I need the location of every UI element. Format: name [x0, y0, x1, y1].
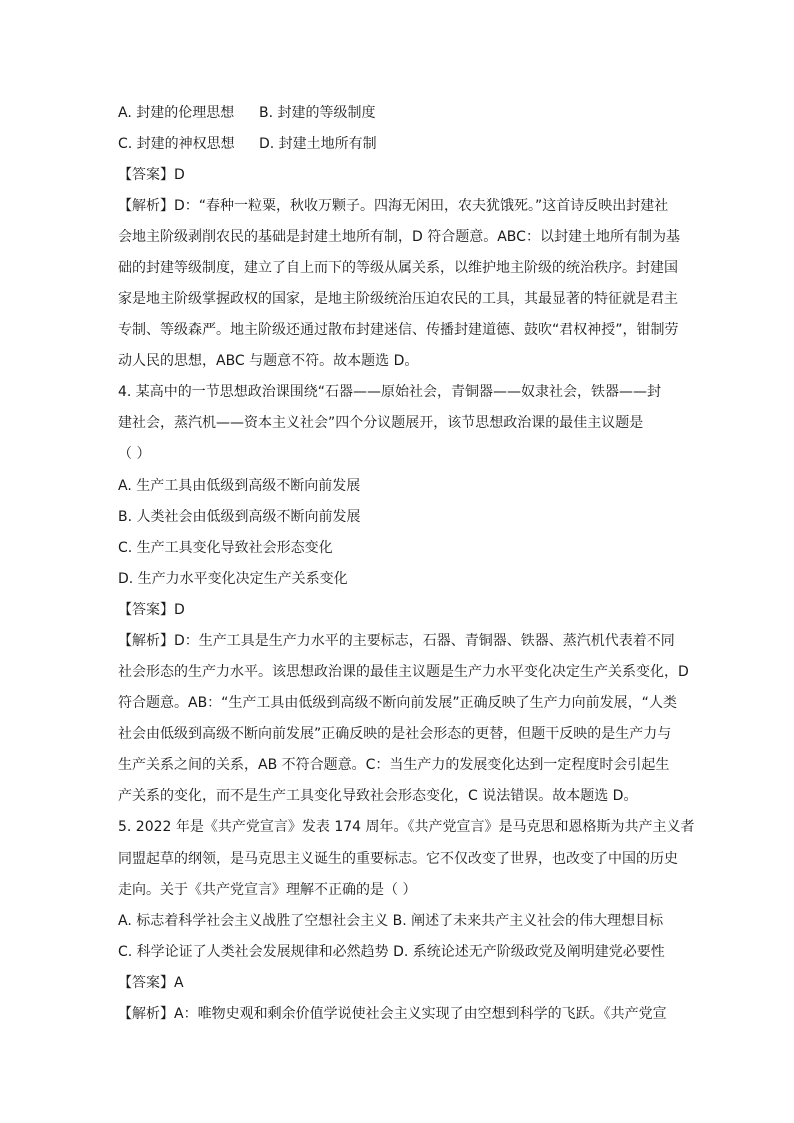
q4-analysis-line: 社会由低级到高级不断向前发展”正确反映的是社会形态的更替，但题干反映的是生产力与	[118, 726, 672, 742]
q3-answer: 【答案】D	[118, 167, 185, 183]
q3-analysis-line: 【解析】D：“春种一粒粟，秋收万颗子。四海无闲田，农夫犹饿死。”这首诗反映出封建社	[118, 198, 669, 214]
q3-analysis-line: 家是地主阶级掌握政权的国家，是地主阶级统治压迫农民的工具，其最显著的特征就是君主	[118, 291, 678, 307]
q5-stem-line: 走向。关于《共产党宣言》理解不正确的是（ ）	[118, 882, 417, 898]
q3-analysis-line: 础的封建等级制度，建立了自上而下的等级从属关系，以维护地主阶级的统治秩序。封建国	[118, 260, 678, 276]
q4-analysis-line: 【解析】D：生产工具是生产力水平的主要标志，石器、青铜器、铁器、蒸汽机代表着不同	[118, 633, 675, 649]
q5-stem-line: 5. 2022 年是《共产党宣言》发表 174 周年。《共产党宣言》是马克思和恩格斯为共产主义者	[118, 819, 695, 835]
q4-stem-line: 4. 某高中的一节思想政治课围绕“石器——原始社会，青铜器——奴隶社会，铁器——封	[118, 384, 662, 400]
q4-answer: 【答案】D	[118, 602, 185, 618]
q5-stem-line: 同盟起草的纲领，是马克思主义诞生的重要标志。它不仅改变了世界，也改变了中国的历史	[118, 851, 678, 867]
q5-options-row: C. 科学论证了人类社会发展规律和必然趋势 D. 系统论述无产阶级政党及阐明建党必要性	[118, 944, 665, 960]
q3-option-c: C. 封建的神权思想	[118, 136, 235, 152]
q5-answer: 【答案】A	[118, 975, 184, 991]
q3-analysis-line: 会地主阶级剥削农民的基础是封建土地所有制，D 符合题意。ABC：以封建土地所有制为基	[118, 229, 680, 245]
q3-option-d: D. 封建土地所有制	[259, 136, 377, 152]
q4-analysis-line: 生产关系之间的关系，AB 不符合题意。C：当生产力的发展变化达到一定程度时会引起生	[118, 757, 670, 773]
q4-analysis-line: 产关系的变化，而不是生产工具变化导致社会形态变化，C 说法错误。故本题选 D。	[118, 788, 638, 804]
q3-option-a: A. 封建的伦理思想	[118, 105, 235, 121]
q4-option-d: D. 生产力水平变化决定生产关系变化	[118, 571, 348, 587]
q3-option-b: B. 封建的等级制度	[259, 105, 376, 121]
q4-stem-blank: （ ）	[118, 446, 151, 462]
q4-analysis-line: 符合题意。AB：“生产工具由低级到高级不断向前发展”正确反映了生产力向前发展，“人类	[118, 695, 677, 711]
q4-stem-line: 建社会，蒸汽机——资本主义社会”四个分议题展开，该节思想政治课的最佳主议题是	[118, 415, 644, 431]
q4-option-c: C. 生产工具变化导致社会形态变化	[118, 540, 333, 556]
q4-option-a: A. 生产工具由低级到高级不断向前发展	[118, 478, 361, 494]
q4-analysis-line: 社会形态的生产力水平。该思想政治课的最佳主议题是生产力水平变化决定生产关系变化，D	[118, 664, 689, 680]
q5-analysis-line: 【解析】A：唯物史观和剩余价值学说使社会主义实现了由空想到科学的飞跃。《共产党宣	[118, 1006, 667, 1022]
q3-analysis-line: 动人民的思想，ABC 与题意不符。故本题选 D。	[118, 353, 419, 369]
q5-options-row: A. 标志着科学社会主义战胜了空想社会主义 B. 阐述了未来共产主义社会的伟大理想目标	[118, 913, 664, 929]
q4-option-b: B. 人类社会由低级到高级不断向前发展	[118, 509, 361, 525]
q3-analysis-line: 专制、等级森严。地主阶级还通过散布封建迷信、传播封建道德、鼓吹“君权神授”，钳制劳	[118, 322, 679, 338]
